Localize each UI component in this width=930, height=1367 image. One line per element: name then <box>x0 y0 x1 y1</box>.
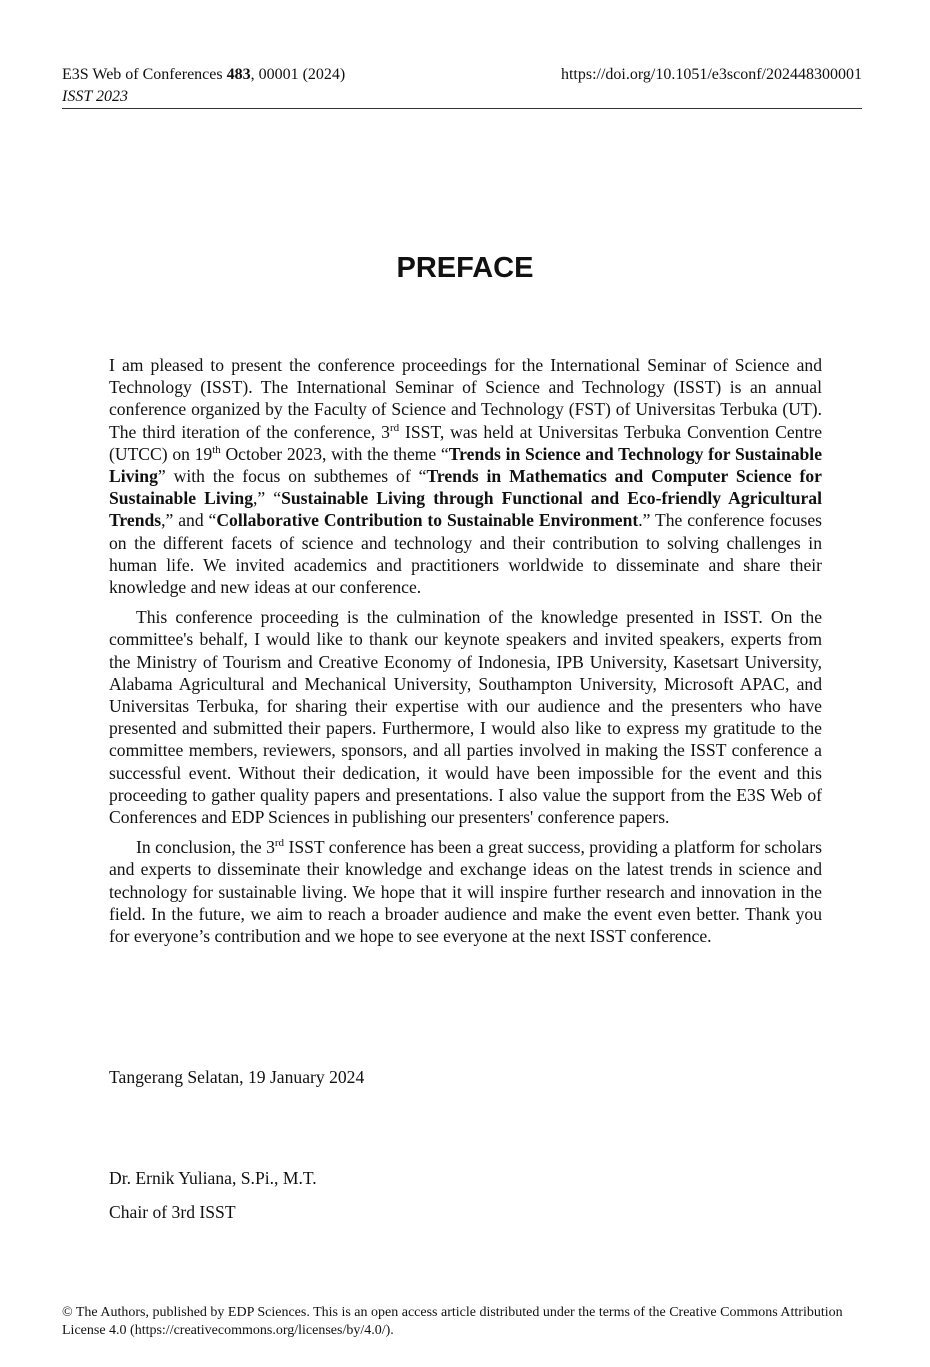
place-date: Tangerang Selatan, 19 January 2024 <box>109 1067 365 1087</box>
license-footer: © The Authors, published by EDP Sciences. This is an open access article distributed under the terms of the Creative Commons Attribution License 4.0 (https://creativecommons.org/licenses/by/4.0/). <box>62 1305 843 1338</box>
journal-citation: E3S Web of Conferences 483, 00001 (2024) <box>62 66 346 83</box>
paragraph-3: In conclusion, the 3rd ISST conference has been a great success, providing a platform for scholars and experts to disseminate their knowledge and exchange ideas on the latest trends in science and technology for sustainable living. We hope that it will inspire further research and innovation in the field. In the future, we aim to reach a broader audience and make the event even better. Thank you for everyone’s contribution and we hope to see everyone at the next ISST conference. <box>109 837 822 947</box>
running-header <box>62 64 345 108</box>
theme-title: Trends in Science and Technology for Sustainable Living <box>109 443 823 487</box>
paragraph-1: I am pleased to present the conference proceedings for the International Seminar of Science and Technology (ISST). The International Seminar of Science and Technology (ISST) is an annual conference organized by the Faculty of Science and Technology (FST) of Universitas Terbuka (UT). The third iteration of the conference, 3rd ISST, was held at Universitas Terbuka Convention Centre (UTCC) on 19th October 2023, with the theme “Trends in Science and Technology for Sustainable Living” with the focus on subthemes of “Trends in Mathematics and Computer Science for Sustainable Living,” “Sustainable Living through Functional and Eco-friendly Agricultural Trends,” and “Collaborative Contribution to Sustainable Environment.” The conference focuses on the different facets of science and technology and their contribution to solving challenges in human life. We invited academics and practitioners worldwide to disseminate and share their knowledge and new ideas at our conference. <box>109 355 823 598</box>
header-divider <box>62 108 862 109</box>
conference-name: ISST 2023 <box>62 88 128 105</box>
volume-number: 483 <box>226 66 251 83</box>
preface-body <box>109 354 822 955</box>
doi-link[interactable]: https://doi.org/10.1051/e3sconf/202448300001 <box>560 66 862 83</box>
subtheme-3: Collaborative Contribution to Sustainable Environment <box>216 510 639 531</box>
subtheme-2: Sustainable Living through Functional and Eco-friendly Agricultural Trends <box>109 488 822 531</box>
page-title: PREFACE <box>396 252 534 284</box>
signatory-role: Chair of 3rd ISST <box>109 1202 236 1222</box>
signatory-name: Dr. Ernik Yuliana, S.Pi., M.T. <box>109 1168 317 1188</box>
paragraph-2: This conference proceeding is the culmination of the knowledge presented in ISST. On the committee's behalf, I would like to thank our keynote speakers and invited speakers, experts from the Ministry of Tourism and Creative Economy of Indonesia, IPB University, Kasetsart University, Alabama Agricultural and Mechanical University, Southampton University, Microsoft APAC, and Universitas Terbuka, for sharing their expertise with our audience and the presenters who have presented and submitted their papers. Furthermore, I would also like to express my gratitude to the committee members, reviewers, sponsors, and all parties involved in making the ISST conference a successful event. Without their dedication, it would have been impossible for the event and this proceeding to gather quality papers and presentations. I also value the support from the E3S Web of Conferences and EDP Sciences in publishing our presenters' conference papers. <box>109 607 822 828</box>
subtheme-1: Trends in Mathematics and Computer Science for Sustainable Living <box>109 466 822 509</box>
